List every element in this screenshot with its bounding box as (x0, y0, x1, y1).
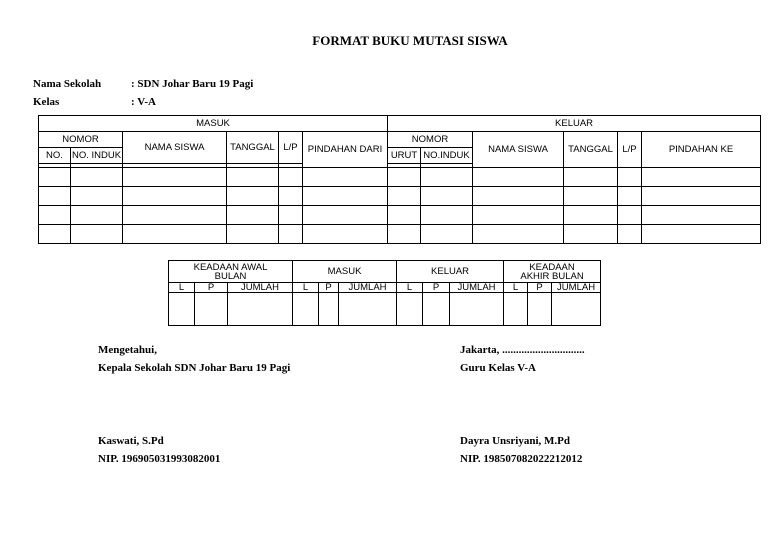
teacher-nip: NIP. 198507082022212012 (460, 453, 583, 465)
mutasi-table (38, 115, 761, 244)
class-label: Kelas (33, 96, 60, 108)
table-row (39, 225, 761, 244)
col-l: L (397, 283, 423, 293)
table-row (39, 187, 761, 206)
principal-name: Kaswati, S.Pd (98, 435, 164, 447)
no-induk-header: NO. INDUK (71, 148, 123, 164)
table-row (169, 293, 601, 326)
col-jumlah: JUMLAH (450, 283, 504, 293)
guru-kelas-text: Guru Kelas V-A (460, 362, 536, 374)
kepala-sekolah-text: Kepala Sekolah SDN Johar Baru 19 Pagi (98, 362, 291, 374)
keadaan-masuk-header: MASUK (293, 261, 397, 283)
lp2-header: L/P (618, 132, 642, 168)
tanggal2-header: TANGGAL (564, 132, 618, 168)
keluar-header: KELUAR (388, 116, 761, 132)
urut-header: URUT (388, 148, 421, 164)
lp-header: L/P (279, 132, 303, 164)
col-jumlah: JUMLAH (339, 283, 397, 293)
teacher-name: Dayra Unsriyani, M.Pd (460, 435, 570, 447)
col-p: P (319, 283, 339, 293)
col-l: L (504, 283, 528, 293)
col-jumlah: JUMLAH (228, 283, 293, 293)
school-label: Nama Sekolah (33, 78, 102, 90)
keluar-nomor-header: NOMOR (388, 132, 473, 148)
mengetahui-text: Mengetahui, (98, 344, 157, 356)
col-p: P (528, 283, 552, 293)
nomor-header: NOMOR (39, 132, 123, 148)
pindahan-ke-header: PINDAHAN KE (642, 132, 761, 168)
keadaan-table (168, 260, 601, 326)
keadaan-akhir-header: KEADAAN AKHIR BULAN (504, 261, 601, 283)
col-p: P (195, 283, 228, 293)
keadaan-awal-header: KEADAAN AWAL BULAN (169, 261, 293, 283)
col-l: L (169, 283, 195, 293)
place-date-text: Jakarta, .............................. (460, 344, 585, 356)
no-induk2-header: NO.INDUK (421, 148, 473, 164)
tanggal-header: TANGGAL (227, 132, 279, 164)
no-header: NO. (39, 148, 71, 164)
school-value: : SDN Johar Baru 19 Pagi (131, 78, 254, 90)
nama-siswa2-header: NAMA SISWA (473, 132, 564, 168)
masuk-header: MASUK (39, 116, 388, 132)
class-value: : V-A (131, 96, 156, 108)
col-jumlah: JUMLAH (552, 283, 601, 293)
col-l: L (293, 283, 319, 293)
col-p: P (423, 283, 450, 293)
principal-nip: NIP. 196905031993082001 (98, 453, 221, 465)
table-row (39, 168, 761, 187)
nama-siswa-header: NAMA SISWA (123, 132, 227, 164)
page-title: FORMAT BUKU MUTASI SISWA (312, 33, 508, 48)
keadaan-keluar-header: KELUAR (397, 261, 504, 283)
table-row (39, 206, 761, 225)
pindahan-dari-header: PINDAHAN DARI (303, 132, 388, 168)
